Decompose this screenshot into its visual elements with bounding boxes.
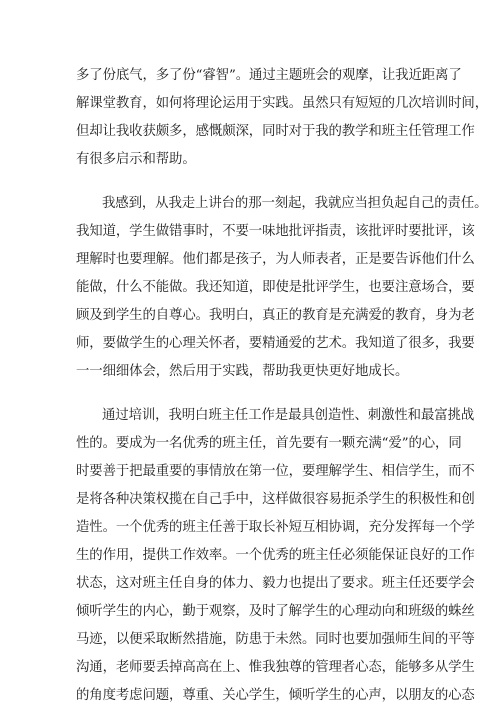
- paragraph-1: [76, 62, 489, 174]
- text-line: 多了份底气，多了份“睿智”。通过主题班会的观摩，让我近距离了: [76, 68, 462, 83]
- text-line: 时要善于把最重要的事情放在第一位，要理解学生、相信学生，而不: [76, 464, 475, 479]
- text-line: 师，要做学生的心理关怀者，要精通爱的艺术。我知道了很多，我要: [76, 336, 475, 351]
- text-line: 通过培训，我明白班主任工作是最具创造性、刺激性和最富挑战: [102, 408, 475, 423]
- text-line: 理解时也要理解。他们都是孩子，为人师表者，正是要告诉他们什么: [76, 252, 475, 267]
- text-line: 倾听学生的内心，勤于观察，及时了解学生的心理动向和班级的蛛丝: [76, 604, 475, 619]
- paragraph-2: [76, 190, 488, 386]
- text-line: 解课堂教育，如何将理论运用于实践。虽然只有短短的几次培训时间，: [76, 96, 489, 111]
- text-line: 的角度考虑问题，尊重、关心学生，倾听学生的心声，以朋友的心态: [76, 688, 475, 703]
- paragraph-3: [76, 402, 475, 710]
- text-line: 但却让我收获颇多，感慨颇深，同时对于我的教学和班主任管理工作: [76, 124, 475, 139]
- text-line: 性的。要成为一名优秀的班主任，首先要有一颗充满“爱”的心，同: [76, 436, 462, 451]
- text-line: 状态，这对班主任自身的体力、毅力也提出了要求。班主任还要学会: [76, 576, 475, 591]
- text-line: 有很多启示和帮助。: [76, 152, 196, 167]
- text-line: 是将各种决策权揽在自己手中，这样做很容易扼杀学生的积极性和创: [76, 492, 475, 507]
- text-line: 马迹，以便采取断然措施，防患于未然。同时也要加强师生间的平等: [76, 632, 475, 647]
- text-line: 沟通，老师要丢掉高高在上、惟我独尊的管理者心态，能够多从学生: [76, 660, 475, 675]
- text-line: 能做，什么不能做。我还知道，即使是批评学生，也要注意场合，要: [76, 280, 475, 295]
- text-line: 一一细细体会，然后用于实践，帮助我更快更好地成长。: [76, 364, 409, 379]
- text-line: 我知道，学生做错事时，不要一味地批评指责，该批评时要批评，该: [76, 224, 475, 239]
- text-line: 顾及到学生的自尊心。我明白，真正的教育是充满爱的教育，身为老: [76, 308, 475, 323]
- text-line: 生的作用，提供工作效率。一个优秀的班主任必须能保证良好的工作: [76, 548, 475, 563]
- document-body: [76, 62, 489, 726]
- text-line: 我感到，从我走上讲台的那一刻起，我就应当担负起自己的责任。: [102, 196, 488, 211]
- text-line: 造性。一个优秀的班主任善于取长补短互相协调，充分发挥每一个学: [76, 520, 475, 535]
